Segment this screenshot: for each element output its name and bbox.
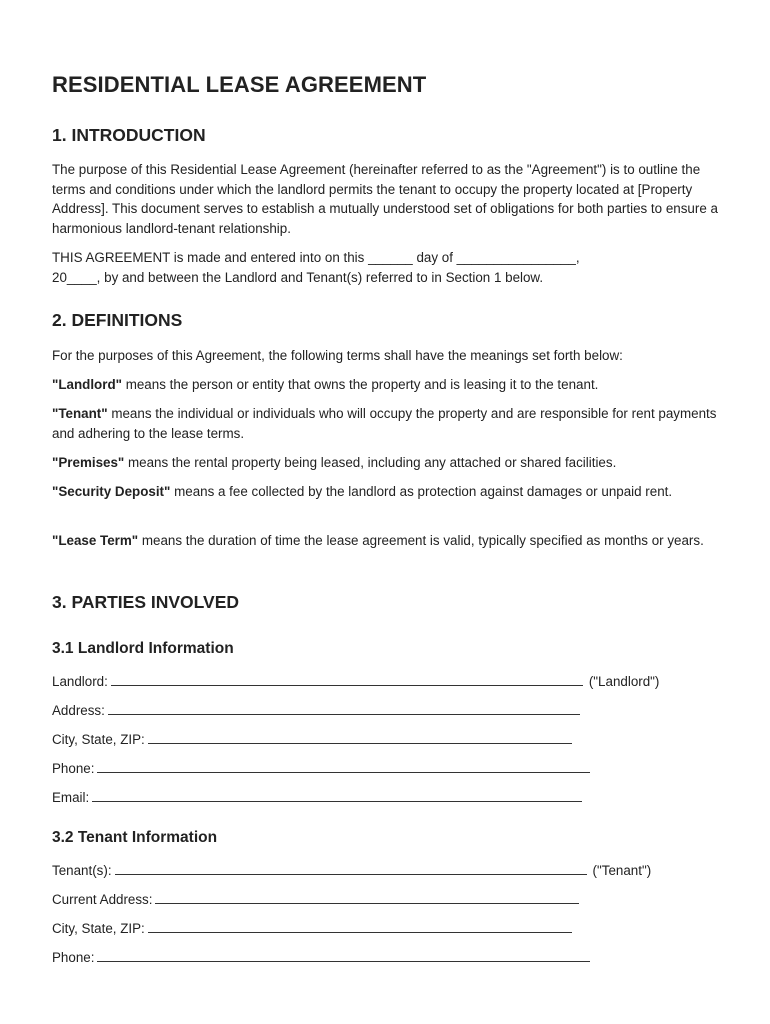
- definition-text: means the duration of time the lease agreement is valid, typically specified as months or years.: [138, 533, 704, 548]
- document-title: RESIDENTIAL LEASE AGREEMENT: [52, 72, 427, 97]
- definition-landlord: [52, 375, 722, 395]
- blank-line[interactable]: [97, 760, 590, 773]
- subsection-landlord-info: [52, 640, 722, 658]
- definition-text: means the person or entity that owns the property and is leasing it to the tenant.: [121, 377, 599, 392]
- definition-term: "Lease Term": [52, 533, 139, 548]
- blank-line[interactable]: [97, 949, 590, 962]
- definition-tenant: [52, 404, 722, 443]
- blank-line[interactable]: [148, 920, 572, 933]
- definition-lease-term: [52, 531, 722, 551]
- landlord-name-field[interactable]: [52, 672, 659, 691]
- field-label: Landlord:: [52, 674, 108, 689]
- field-label: Phone:: [52, 950, 95, 965]
- field-suffix: ("Landlord"): [588, 674, 660, 689]
- landlord-city-state-zip-field[interactable]: [52, 730, 572, 749]
- field-label: Current Address:: [52, 892, 153, 907]
- definition-term: "Security Deposit": [52, 484, 171, 499]
- field-label: Tenant(s):: [52, 863, 112, 878]
- section-definitions: [52, 310, 722, 331]
- field-suffix: ("Tenant"): [592, 863, 652, 878]
- intro-paragraph: [52, 160, 722, 238]
- definition-term: "Tenant": [52, 406, 108, 421]
- definitions-lead-text: For the purposes of this Agreement, the following terms shall have the meanings set forth below:: [52, 348, 623, 363]
- definition-term: "Premises": [52, 455, 125, 470]
- agreement-date-line-1: THIS AGREEMENT is made and entered into on this ______ day of ________________,: [52, 250, 580, 265]
- subsection-tenant-info: [52, 829, 722, 847]
- blank-line[interactable]: [155, 891, 579, 904]
- landlord-address-field[interactable]: [52, 701, 580, 720]
- definition-security-deposit: [52, 482, 722, 502]
- field-label: Email:: [52, 790, 90, 805]
- agreement-date-paragraph: [52, 248, 722, 287]
- landlord-email-field[interactable]: [52, 788, 582, 807]
- tenant-name-field[interactable]: [52, 861, 651, 880]
- definition-text: means the individual or individuals who will occupy the property and are responsible for rent payments and adhering to the lease terms.: [52, 406, 717, 441]
- blank-line[interactable]: [111, 673, 583, 686]
- definition-premises: [52, 453, 722, 473]
- section-parties: [52, 592, 722, 613]
- definition-text: means the rental property being leased, including any attached or shared facilities.: [124, 455, 617, 470]
- blank-line[interactable]: [108, 702, 580, 715]
- tenant-city-state-zip-field[interactable]: [52, 919, 572, 938]
- blank-line[interactable]: [115, 862, 587, 875]
- section-heading: 2. DEFINITIONS: [52, 310, 183, 330]
- tenant-current-address-field[interactable]: [52, 890, 579, 909]
- landlord-phone-field[interactable]: [52, 759, 590, 778]
- section-introduction: [52, 125, 722, 146]
- subsection-heading: 3.2 Tenant Information: [52, 829, 218, 846]
- tenant-phone-field[interactable]: [52, 948, 590, 967]
- intro-text: The purpose of this Residential Lease Agreement (hereinafter referred to as the "Agreement") is to outline the terms and conditions under which the landlord permits the tenant to occupy the property located at [Property Address]. This document serves to establish a mutually understood set of obligations for both parties to ensure a harmonious landlord-tenant relationship.: [52, 162, 718, 236]
- section-heading: 3. PARTIES INVOLVED: [52, 592, 240, 612]
- field-label: City, State, ZIP:: [52, 921, 145, 936]
- blank-line[interactable]: [148, 731, 572, 744]
- subsection-heading: 3.1 Landlord Information: [52, 640, 234, 657]
- field-label: City, State, ZIP:: [52, 732, 145, 747]
- field-label: Address:: [52, 703, 105, 718]
- agreement-date-line-2: 20____, by and between the Landlord and Tenant(s) referred to in Section 1 below.: [52, 269, 544, 285]
- field-label: Phone:: [52, 761, 95, 776]
- definition-term: "Landlord": [52, 377, 122, 392]
- section-heading: 1. INTRODUCTION: [52, 125, 206, 145]
- definition-text: means a fee collected by the landlord as protection against damages or unpaid rent.: [170, 484, 673, 499]
- blank-line[interactable]: [92, 789, 582, 802]
- definitions-lead: [52, 346, 722, 366]
